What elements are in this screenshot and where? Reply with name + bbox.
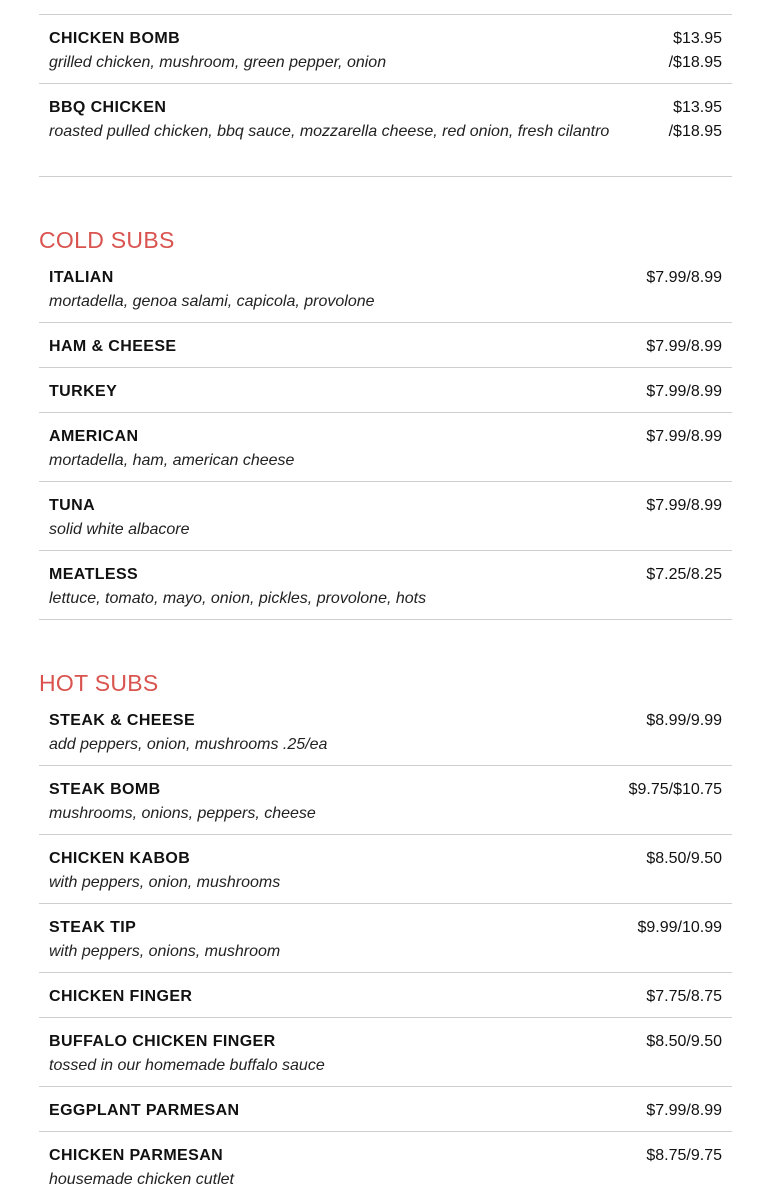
section-title-cold-subs: COLD SUBS [39, 227, 175, 253]
item-description: lettuce, tomato, mayo, onion, pickles, provolone, hots [49, 590, 427, 607]
menu-item[interactable] [39, 1018, 732, 1087]
item-name: CHICKEN FINGER [49, 988, 193, 1005]
item-name: CHICKEN KABOB [49, 850, 191, 867]
item-name: BBQ CHICKEN [49, 99, 167, 116]
menu-list [39, 0, 732, 1201]
item-price: $8.50/9.50 [646, 850, 722, 867]
item-name: STEAK TIP [49, 919, 137, 936]
item-description: add peppers, onion, mushrooms .25/ea [49, 736, 328, 753]
section-cold-subs [39, 226, 732, 620]
section-hot-subs [39, 669, 732, 1201]
item-price-line-1: $13.95 [673, 30, 722, 47]
menu-item[interactable] [39, 254, 732, 323]
menu-item[interactable] [39, 697, 732, 766]
item-description: solid white albacore [49, 521, 190, 538]
menu-item[interactable] [39, 904, 732, 973]
item-price: $7.25/8.25 [646, 566, 722, 583]
item-name: TUNA [49, 497, 96, 514]
item-description: with peppers, onions, mushroom [49, 943, 281, 960]
item-price: $8.50/9.50 [646, 1033, 722, 1050]
item-price: $9.99/10.99 [637, 919, 722, 936]
item-price: $7.99/8.99 [646, 497, 722, 514]
item-description: housemade chicken cutlet [49, 1171, 234, 1188]
section-title-hot-subs: HOT SUBS [39, 670, 159, 696]
item-price [669, 27, 722, 75]
menu-item[interactable] [39, 482, 732, 551]
menu-item[interactable] [39, 1087, 732, 1132]
section-chicken [39, 0, 732, 177]
item-name: AMERICAN [49, 428, 139, 445]
item-description: grilled chicken, mushroom, green pepper, onion [49, 54, 387, 71]
item-price-line-1: $13.95 [673, 99, 722, 116]
item-price: $7.99/8.99 [646, 269, 722, 286]
menu-item[interactable] [39, 766, 732, 835]
item-description: with peppers, onion, mushrooms [49, 874, 281, 891]
item-name: TURKEY [49, 383, 118, 400]
item-price: $7.99/8.99 [646, 1102, 722, 1119]
item-price: $7.75/8.75 [646, 988, 722, 1005]
menu-item[interactable] [39, 15, 732, 84]
menu-item[interactable] [39, 413, 732, 482]
menu-item[interactable] [39, 368, 732, 413]
item-price: $8.99/9.99 [646, 712, 722, 729]
item-description: mortadella, genoa salami, capicola, provolone [49, 293, 375, 310]
item-name: ITALIAN [49, 269, 114, 286]
item-price: $7.99/8.99 [646, 338, 722, 355]
item-price-line-2: /$18.95 [668, 123, 722, 140]
menu-item[interactable] [39, 835, 732, 904]
item-price: $7.99/8.99 [646, 428, 722, 445]
item-price-line-2: /$18.95 [668, 54, 722, 71]
menu-item[interactable] [39, 323, 732, 368]
item-name: HAM & CHEESE [49, 338, 177, 355]
item-description: mushrooms, onions, peppers, cheese [49, 805, 316, 822]
item-price: $9.75/$10.75 [628, 781, 722, 798]
item-description: tossed in our homemade buffalo sauce [49, 1057, 325, 1074]
item-description: roasted pulled chicken, bbq sauce, mozzarella cheese, red onion, fresh cilantro [49, 123, 610, 140]
item-name: BUFFALO CHICKEN FINGER [49, 1033, 276, 1050]
menu-item[interactable] [39, 551, 732, 620]
item-name: MEATLESS [49, 566, 139, 583]
item-price: $7.99/8.99 [646, 383, 722, 400]
item-price [669, 96, 722, 144]
item-name: EGGPLANT PARMESAN [49, 1102, 240, 1119]
item-description: mortadella, ham, american cheese [49, 452, 295, 469]
menu-item[interactable] [39, 84, 732, 177]
item-name: CHICKEN PARMESAN [49, 1147, 224, 1164]
menu-item[interactable] [39, 973, 732, 1018]
item-name: STEAK & CHEESE [49, 712, 196, 729]
item-name: STEAK BOMB [49, 781, 161, 798]
item-name: CHICKEN BOMB [49, 30, 181, 47]
menu-item[interactable] [39, 1132, 732, 1201]
item-price: $8.75/9.75 [646, 1147, 722, 1164]
